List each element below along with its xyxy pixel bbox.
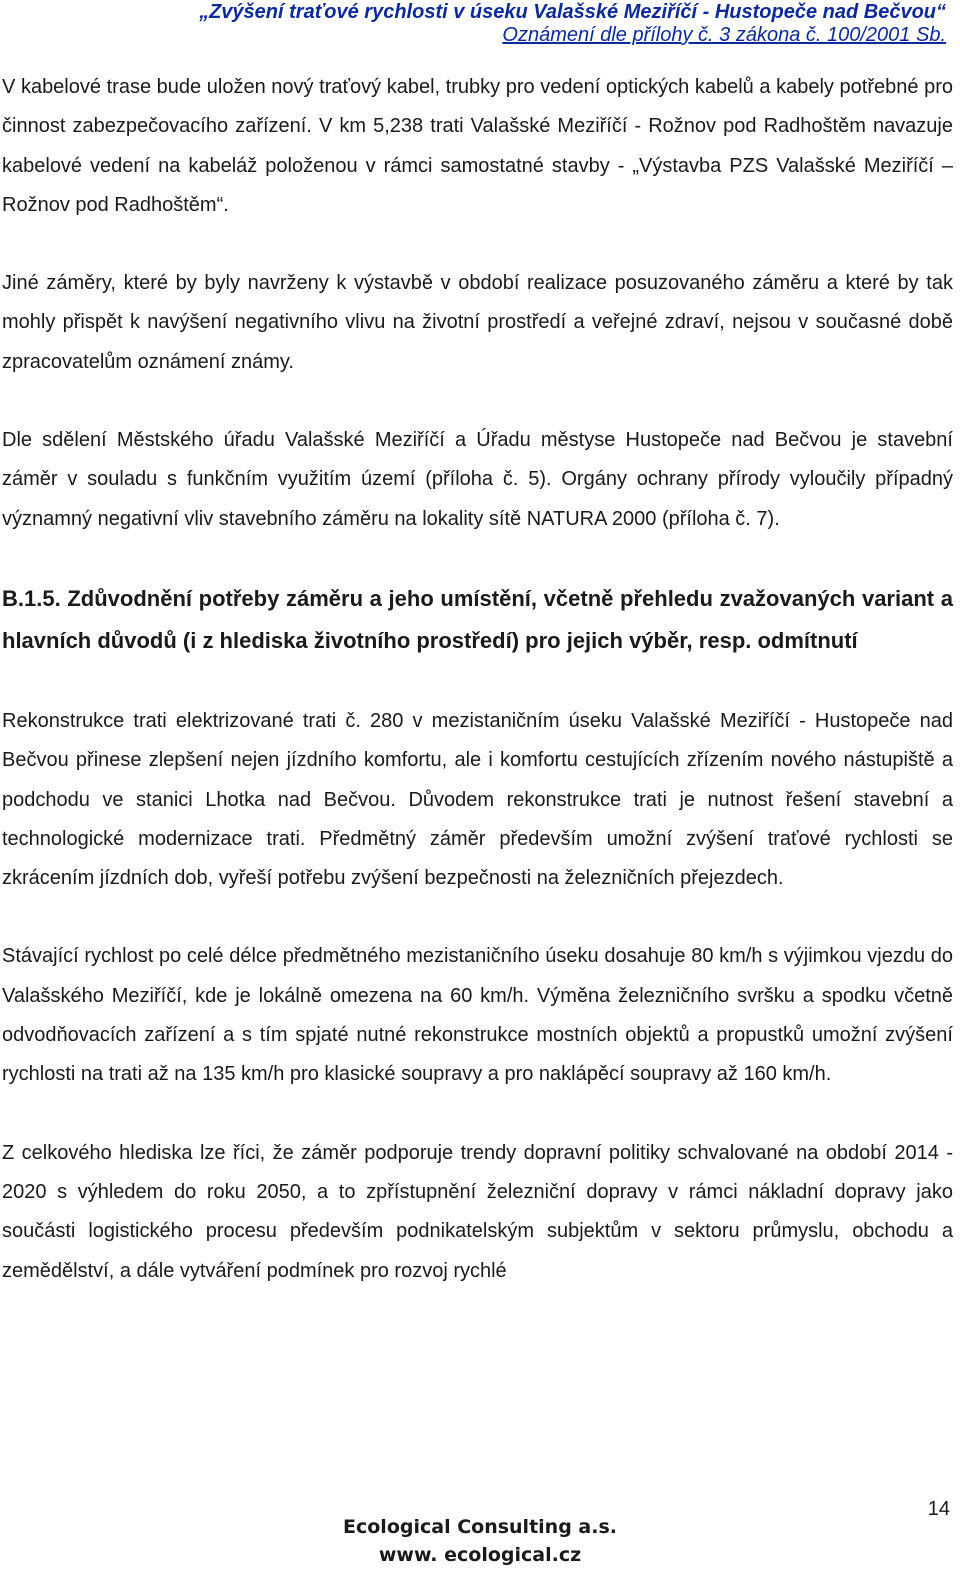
document-body (2, 68, 953, 1291)
footer-website: www. ecological.cz (378, 1544, 582, 1566)
paragraph-gap (2, 898, 953, 937)
paragraph-gap (2, 225, 953, 264)
page-number: 14 (927, 1498, 950, 1520)
paragraph-other-projects: Jiné záměry, které by byly navrženy k výstavbě v období realizace posuzovaného záměru a které by tak mohly přispět k navýšení negativního vlivu na životní prostředí a veřejné zdraví, nejsou v současné době zpracovatelům oznámení známy. (2, 272, 953, 373)
paragraph-authority-statement: Dle sdělení Městského úřadu Valašské Meziříčí a Úřadu městyse Hustopeče nad Bečvou je stavební záměr v souladu s funkčním využitím území (příloha č. 5). Orgány ochrany přírody vyloučily případný významný negativní vliv stavebního záměru na lokality sítě NATURA 2000 (příloha č. 7). (2, 429, 953, 530)
page-header (0, 0, 960, 46)
paragraph-gap (2, 1095, 953, 1134)
document-title: „Zvýšení traťové rychlosti v úseku Valašské Meziříčí - Hustopeče nad Bečvou“ (199, 1, 946, 23)
paragraph-transport-policy: Z celkového hlediska lze říci, že záměr podporuje trendy dopravní politiky schvalované na období 2014 - 2020 s výhledem do roku 2050, a to zpřístupnění železniční dopravy v rámci nákladní dopravy jako součásti logistického procesu především podnikatelským subjektům v sektoru průmyslu, obchodu a zemědělství, a dále vytváření podmínek pro rozvoj rychlé (2, 1141, 953, 1282)
paragraph-speed: Stávající rychlost po celé délce předmětného mezistaničního úseku dosahuje 80 km/h s výjimkou vjezdu do Valašského Meziříčí, kde je lokálně omezena na 60 km/h. Výměna železničního svršku a spodku včetně odvodňovacích zařízení a s tím spjaté nutné rekonstrukce mostních objektů a propustků umožní zvýšení rychlosti na trati až na 135 km/h pro klasické soupravy a pro naklápěcí soupravy až 160 km/h. (2, 945, 953, 1086)
footer-company: Ecological Consulting a.s. (343, 1516, 617, 1538)
document-subtitle: Oznámení dle přílohy č. 3 zákona č. 100/2001 Sb. (502, 24, 946, 46)
paragraph-gap (2, 382, 953, 421)
paragraph-cable-route: V kabelové trase bude uložen nový traťový kabel, trubky pro vedení optických kabelů a kabely potřebné pro činnost zabezpečovacího zařízení. V km 5,238 trati Valašské Meziříčí - Rožnov pod Radhoštěm navazuje kabelové vedení na kabeláž položenou v rámci samostatné stavby - „Výstavba PZS Valašské Meziříčí – Rožnov pod Radhoštěm“. (2, 76, 953, 216)
paragraph-reconstruction: Rekonstrukce trati elektrizované trati č. 280 v mezistaničním úseku Valašské Meziříčí - Hustopeče nad Bečvou přinese zlepšení nejen jízdního komfortu, ale i komfortu cestujících zřízením nového nástupiště a podchodu ve stanici Lhotka nad Bečvou. Důvodem rekonstrukce trati je nutnost řešení stavební a technologické modernizace trati. Předmětný záměr především umožní zvýšení traťové rychlosti se zkrácením jízdních dob, vyřeší potřebu zvýšení bezpečnosti na železničních přejezdech. (2, 709, 953, 890)
section-heading: B.1.5. Zdůvodnění potřeby záměru a jeho umístění, včetně přehledu zvažovaných variant a hlavních důvodů (i z hlediska životního prostředí) pro jejich výběr, resp. odmítnutí (2, 585, 953, 654)
page-footer (0, 1498, 960, 1573)
paragraph-gap (2, 539, 953, 578)
paragraph-gap (2, 663, 953, 702)
